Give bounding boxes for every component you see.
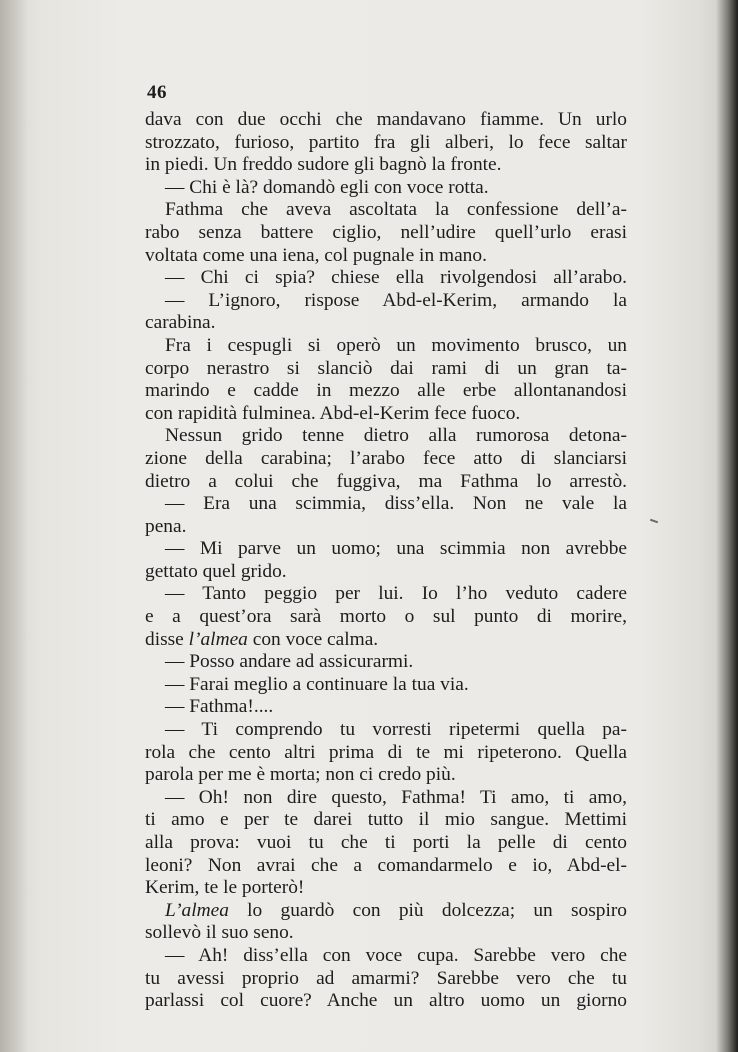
text-line: strozzato, furioso, partito fra gli alberi, lo fece saltar [145, 131, 627, 153]
text-line: — Chi ci spia? chiese ella rivolgendosi all’arabo. [165, 267, 627, 289]
text-line: leoni? Non avrai che a comandarmelo e io, Abd-el- [145, 854, 627, 876]
text-line: pena. [145, 515, 187, 537]
text-line: parola per me è morta; non ci credo più. [145, 764, 456, 786]
text-line: disse l’almea con voce calma. [145, 628, 379, 650]
text-line: Nessun grido tenne dietro alla rumorosa detona- [165, 425, 627, 447]
text-line: Kerim, te le porterò! [145, 877, 305, 899]
text-line: sollevò il suo seno. [145, 922, 294, 944]
text-line: dietro a colui che fuggiva, ma Fathma lo arrestò. [145, 470, 627, 492]
margin-mark [650, 519, 658, 524]
text-line: — Farai meglio a continuare la tua via. [165, 673, 469, 695]
text-line: alla prova: vuoi tu che ti porti la pelle di cento [145, 832, 627, 853]
text-line: — Ah! diss’ella con voce cupa. Sarebbe vero che [165, 944, 627, 966]
text-line: — Chi è là? domandò egli con voce rotta. [165, 176, 489, 198]
text-line: con rapidità fulminea. Abd-el-Kerim fece fuoco. [145, 402, 521, 424]
text-line: — Tanto peggio per lui. Io l’ho veduto cadere [165, 583, 627, 605]
italic-word: l’almea [188, 628, 248, 650]
italic-word: L’almea [165, 899, 229, 921]
binding-shadow [0, 0, 28, 1052]
page-number: 46 [147, 82, 167, 103]
text-line: tu avessi proprio ad amarmi? Sarebbe vero che tu [145, 967, 627, 989]
text-line: — Fathma!.... [165, 696, 274, 718]
text-line: e a quest’ora sarà morto o sul punto di morire, [145, 606, 627, 628]
text-line: carabina. [145, 312, 216, 334]
text-line: corpo nerastro si slanciò dai rami di un gran ta- [145, 357, 627, 379]
body-text [145, 109, 627, 1013]
page-edge-shadow [716, 0, 738, 1052]
text-line: in piedi. Un freddo sudore gli bagnò la fronte. [145, 154, 502, 176]
text-line: zione della carabina; l’arabo fece atto di slanciarsi [145, 447, 627, 469]
text-line: L’almea lo guardò con più dolcezza; un sospiro [165, 899, 627, 921]
text-line: — Mi parve un uomo; una scimmia non avrebbe [165, 538, 627, 560]
text-line: — Oh! non dire questo, Fathma! Ti amo, ti amo, [165, 786, 627, 808]
text-line: — L’ignoro, rispose Abd-el-Kerim, armando la [165, 289, 627, 311]
text-line: rabo senza battere ciglio, nell’udire quell’urlo erasi [145, 221, 627, 243]
text-line: Fra i cespugli si operò un movimento brusco, un [165, 334, 627, 356]
text-line: — Era una scimmia, diss’ella. Non ne vale la [165, 493, 627, 515]
text-line: — Posso andare ad assicurarmi. [165, 651, 414, 673]
text-line: marindo e cadde in mezzo alle erbe allontanandosi [145, 380, 627, 402]
text-line: voltata come una iena, col pugnale in mano. [145, 244, 487, 266]
text-line: rola che cento altri prima di te mi ripeterono. Quella [145, 741, 627, 763]
text-line: — Ti comprendo tu vorresti ripetermi quella pa- [165, 719, 627, 741]
text-line: ti amo e per te darei tutto il mio sangue. Mettimi [145, 809, 627, 831]
text-line: gettato quel grido. [145, 560, 287, 582]
text-line: Fathma che aveva ascoltata la confessione dell’a- [165, 199, 627, 221]
text-line: parlassi col cuore? Anche un altro uomo un giorno [145, 990, 627, 1012]
text-line: dava con due occhi che mandavano fiamme. Un urlo [145, 109, 627, 130]
